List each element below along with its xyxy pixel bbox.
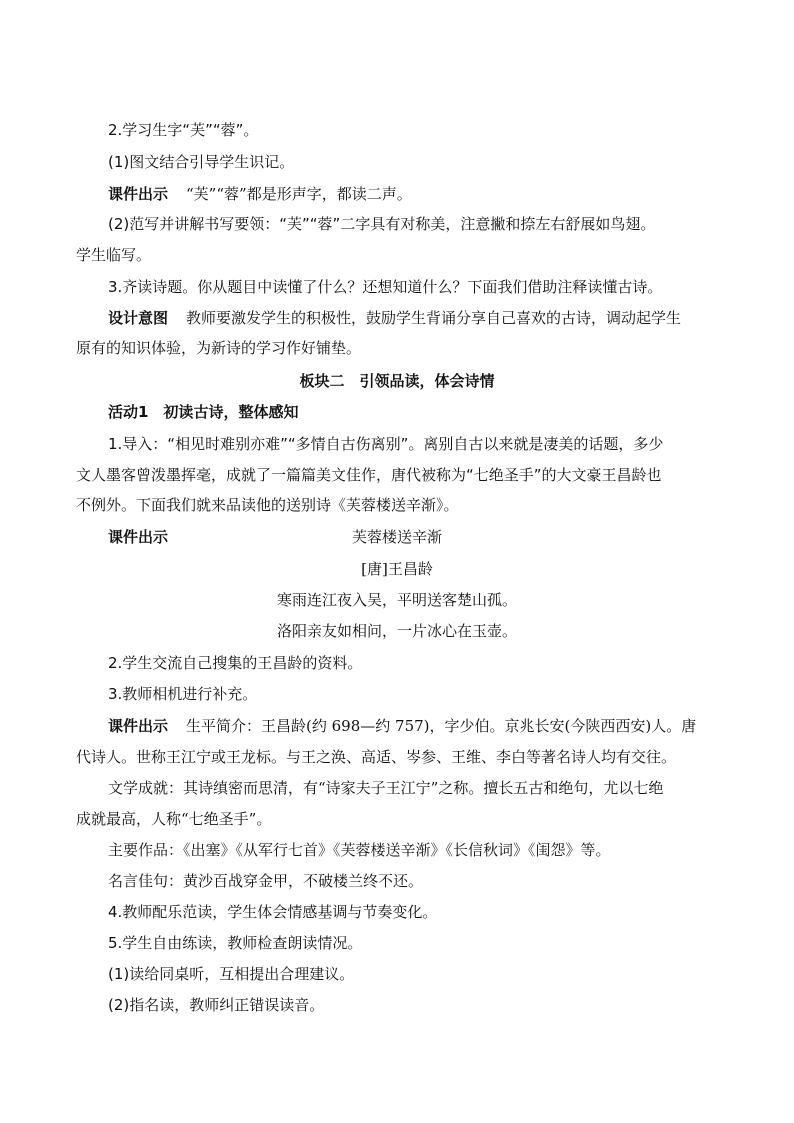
design-intent-cont: 原有的知识体验，为新诗的学习作好铺垫。 [76,339,362,357]
courseware-note-1 [108,184,708,204]
step-read-title: 3.齐读诗题。你从题目中读懂了什么？还想知道什么？下面我们借助注释读懂古诗。 [108,278,663,296]
substep-image-text: (1)图文结合引导学生识记。 [108,153,295,171]
substep-named-reading: (2)指名读，教师纠正错误读音。 [108,996,325,1014]
step-share: 2.学生交流自己搜集的王昌龄的资料。 [108,654,363,672]
courseware-label-3: 课件出示 [108,717,169,735]
design-intent-text: 教师要激发学生的积极性，鼓励学生背诵分享自己喜欢的古诗，调动起学生 [186,309,682,327]
step-free-reading: 5.学生自由练读，教师检查朗读情况。 [108,934,363,952]
design-intent-label: 设计意图 [108,309,169,327]
bio-cont: 代诗人。世称王江宁或王龙标。与王之涣、高适、岑参、王维、李白等著名诗人均有交往。 [76,748,677,766]
step-supplement: 3.教师相机进行补充。 [108,685,258,703]
courseware-label: 课件出示 [108,185,169,203]
literary-achievement: 文学成就：其诗缜密而思清，有“诗家夫子王江宁”之称。擅长五古和绝句，尤以七绝 [108,779,664,797]
section-heading: 板块二 引领品读，体会诗情 [299,372,495,390]
courseware-label-2: 课件出示 [108,528,169,546]
poem-line-2: 洛阳亲友如相问，一片冰心在玉壶。 [276,622,517,640]
poem-title: 芙蓉楼送辛渐 [351,528,442,546]
step-intro-cont-1: 文人墨客曾泼墨挥毫，成就了一篇篇美文佳作，唐代被称为“七绝圣手”的大文豪王昌龄也 [76,466,662,484]
poem-line-1: 寒雨连江夜入吴，平明送客楚山孤。 [276,591,517,609]
step-intro: 1.导入：“相见时难别亦难”“多情自古伤离别”。离别自古以来就是凄美的话题，多少 [108,435,664,453]
poem-author: [唐]王昌龄 [361,560,433,578]
step-model-reading: 4.教师配乐范读，学生体会情感基调与节奏变化。 [108,903,438,921]
courseware-bio [108,716,708,736]
step-intro-cont-2: 不例外。下面我们就来品读他的送别诗《芙蓉楼送辛渐》。 [76,496,459,514]
courseware-text: “芙”“蓉”都是形声字，都读二声。 [186,185,412,203]
step-learn-characters: 2.学习生字“芙”“蓉”。 [108,121,259,139]
activity-heading: 活动1 初读古诗，整体感知 [108,403,299,421]
bio-text: 生平简介：王昌龄(约 698—约 757)，字少伯。京兆长安(今陕西西安)人。唐 [186,717,697,735]
literary-achievement-cont: 成就最高，人称“七绝圣手”。 [76,810,272,828]
design-intent [108,308,708,328]
famous-quote: 名言佳句：黄沙百战穿金甲，不破楼兰终不还。 [108,872,424,890]
substep-writing-cont: 学生临写。 [76,246,152,264]
major-works: 主要作品：《出塞》《从军行七首》《芙蓉楼送辛渐》《长信秋词》《闺怨》等。 [108,841,611,859]
substep-read-deskmate: (1)读给同桌听，互相提出合理建议。 [108,965,355,983]
substep-writing: (2)范写并讲解书写要领：“芙”“蓉”二字具有对称美，注意撇和捺左右舒展如鸟翅。 [108,215,656,233]
